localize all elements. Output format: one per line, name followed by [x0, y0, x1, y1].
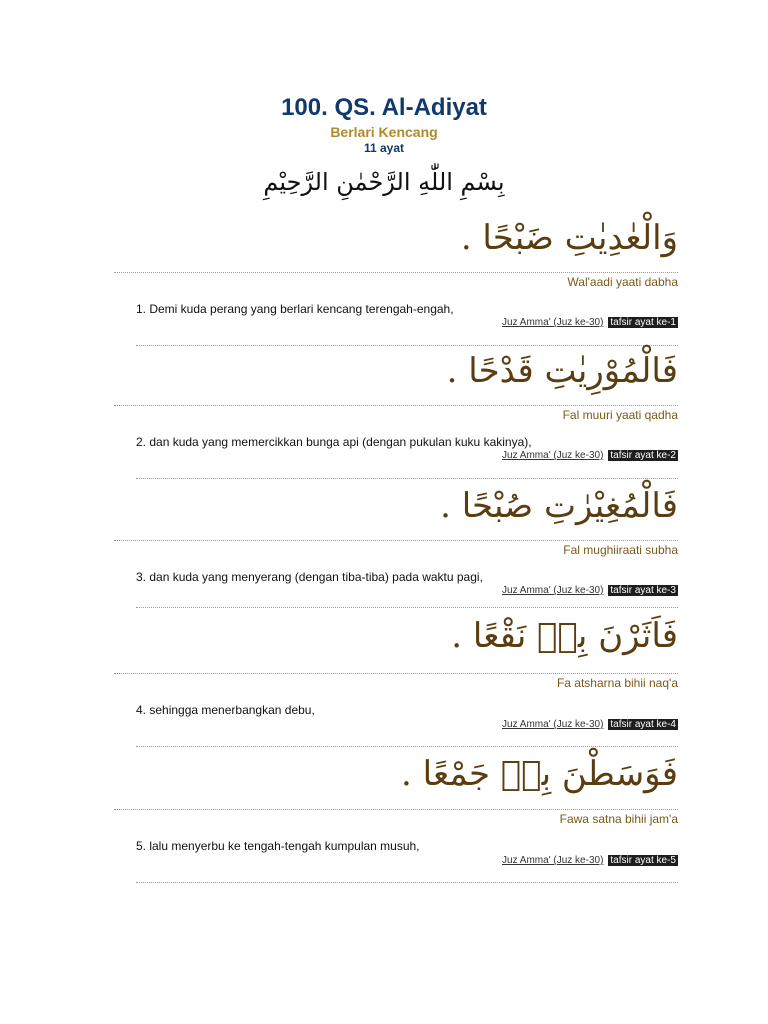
verse-transliteration: Fal muuri yaati qadha — [562, 408, 678, 422]
verse-arabic: فَالْمُغِيْرٰتِ صُبْحًا . — [440, 486, 678, 526]
tafsir-link[interactable]: tafsir ayat ke-2 — [610, 450, 676, 461]
divider — [114, 272, 678, 273]
verse-arabic: وَالْعٰدِيٰتِ ضَبْحًا . — [460, 218, 678, 258]
verse-links — [114, 585, 678, 597]
juz-amma-link[interactable]: Juz Amma' (Juz ke-30) — [502, 450, 604, 461]
tafsir-link[interactable]: tafsir ayat ke-1 — [610, 317, 676, 328]
bismillah: بِسْمِ اللّٰهِ الرَّحْمٰنِ الرَّحِيْمِ — [263, 168, 505, 196]
verse-links — [114, 855, 678, 867]
surah-header — [0, 92, 768, 156]
surah-title: 100. QS. Al-Adiyat — [281, 94, 487, 121]
tafsir-link[interactable]: tafsir ayat ke-3 — [610, 585, 676, 596]
juz-amma-link[interactable]: Juz Amma' (Juz ke-30) — [502, 719, 604, 730]
divider — [114, 405, 678, 406]
juz-amma-link[interactable]: Juz Amma' (Juz ke-30) — [502, 585, 604, 596]
verse-links — [114, 450, 678, 462]
juz-amma-link[interactable]: Juz Amma' (Juz ke-30) — [502, 855, 604, 866]
verse-arabic: فَوَسَطْنَ بِهٖ جَمْعًا . — [400, 754, 678, 794]
divider — [114, 540, 678, 541]
verse-translation: 4. sehingga menerbangkan debu, — [136, 703, 315, 717]
divider — [136, 607, 678, 608]
juz-amma-link[interactable]: Juz Amma' (Juz ke-30) — [502, 317, 604, 328]
verse-transliteration: Fa atsharna bihii naq'a — [556, 676, 678, 690]
verse-block — [114, 750, 678, 883]
verse-translation: 5. lalu menyerbu ke tengah-tengah kumpulan musuh, — [136, 839, 420, 853]
verse-transliteration: Fal mughiiraati subha — [563, 543, 678, 557]
divider — [136, 882, 678, 883]
tafsir-link[interactable]: tafsir ayat ke-5 — [610, 855, 676, 866]
divider — [136, 478, 678, 479]
divider — [114, 673, 678, 674]
tafsir-link[interactable]: tafsir ayat ke-4 — [610, 719, 676, 730]
verse-translation: 1. Demi kuda perang yang berlari kencang terengah-engah, — [136, 302, 454, 316]
verse-arabic: فَاَثَرْنَ بِهٖ نَقْعًا . — [451, 616, 678, 656]
verse-translation: 2. dan kuda yang memercikkan bunga api (dengan pukulan kuku kakinya), — [136, 435, 532, 449]
verse-block — [114, 214, 678, 346]
ayat-count: 11 ayat — [363, 141, 405, 155]
divider — [136, 345, 678, 346]
verse-block — [114, 482, 678, 608]
verse-block — [114, 347, 678, 479]
surah-subtitle: Berlari Kencang — [330, 124, 438, 140]
verse-transliteration: Fawa satna bihii jam'a — [559, 812, 678, 826]
verse-arabic: فَالْمُوْرِيٰتِ قَدْحًا . — [446, 351, 678, 391]
divider — [136, 746, 678, 747]
divider — [114, 809, 678, 810]
verse-links — [114, 719, 678, 731]
verse-transliteration: Wal'aadi yaati dabha — [567, 275, 678, 289]
verse-translation: 3. dan kuda yang menyerang (dengan tiba-tiba) pada waktu pagi, — [136, 570, 483, 584]
verse-links — [114, 317, 678, 329]
verse-block — [114, 612, 678, 747]
